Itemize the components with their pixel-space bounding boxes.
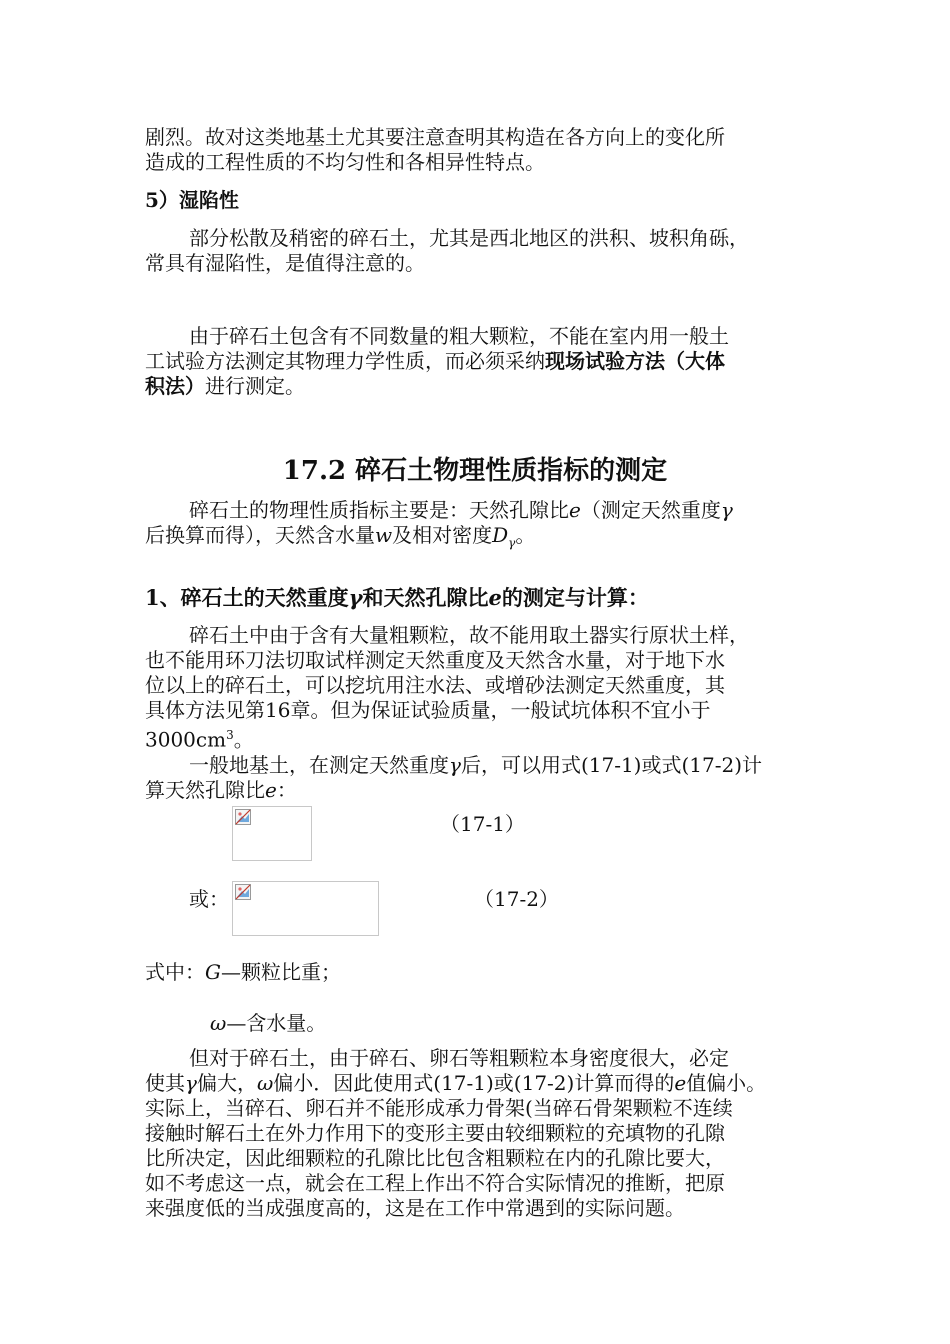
text-run: 偏大， xyxy=(196,1071,257,1095)
text-line xyxy=(145,498,810,523)
section-heading-collapsibility: 5）湿陷性 xyxy=(145,188,239,212)
text-line xyxy=(145,1071,810,1096)
text-line: 剧烈。故对这类地基土尤其要注意查明其构造在各方向上的变化所 xyxy=(145,125,725,149)
subscript-gamma: γ xyxy=(508,536,516,550)
intro-paragraph xyxy=(145,125,810,175)
text-run: 工试验方法测定其物理力学性质，而必须采纳 xyxy=(145,349,545,373)
field-method-paragraph xyxy=(145,324,810,399)
text-line: 具体方法见第16章。但为保证试验质量，一般试坑体积不宜小于 xyxy=(145,698,711,722)
symbol-G: G xyxy=(205,960,221,984)
text-line: 碎石土中由于含有大量粗颗粒，故不能用取土器实行原状土样， xyxy=(189,623,749,647)
text-run: —颗粒比重； xyxy=(220,960,341,984)
text-run: 后换算而得），天然含水量 xyxy=(145,523,375,547)
text-line: 部分松散及稍密的碎石土，尤其是西北地区的洪积、坡积角砾， xyxy=(189,226,749,250)
symbol-e: e xyxy=(265,777,277,802)
sampling-paragraph xyxy=(145,623,810,803)
equation-image-17-2 xyxy=(232,881,379,936)
text-run: 值偏小。 xyxy=(686,1071,767,1095)
text-line: 位以上的碎石土，可以挖坑用注水法、或增砂法测定天然重度，其 xyxy=(145,673,725,697)
text-line: 实际上，当碎石、卵石并不能形成承力骨架(当碎石骨架颗粒不连续 xyxy=(145,1096,733,1120)
text-line: 也不能用环刀法切取试样测定天然重度及天然含水量，对于地下水 xyxy=(145,648,725,672)
equation-number-17-1: （17-1） xyxy=(440,812,525,836)
symbol-gamma: γ xyxy=(449,752,461,777)
text-line: 造成的工程性质的不均匀性和各相异性特点。 xyxy=(145,150,545,174)
text-run: 3000cm xyxy=(145,727,227,752)
subsection-heading-1 xyxy=(145,585,649,611)
text-run: 偏小．因此使用式(17-1)或(17-2)计算而得的 xyxy=(273,1071,675,1095)
text-run: 和天然孔隙比 xyxy=(362,585,489,610)
text-run: 。 xyxy=(515,523,536,547)
text-run: 一般地基土，在测定天然重度 xyxy=(189,752,449,777)
text-run: 。 xyxy=(233,727,254,752)
text-run: —含水量。 xyxy=(226,1011,327,1035)
text-line xyxy=(145,349,810,374)
bold-text-run: 现场试验方法（大体 xyxy=(545,349,725,373)
text-line xyxy=(145,723,810,753)
collapsibility-paragraph xyxy=(145,226,810,276)
symbol-gamma: γ xyxy=(185,1071,197,1095)
broken-image-icon xyxy=(235,884,251,900)
symbol-omega: ω xyxy=(210,1011,227,1035)
indices-paragraph xyxy=(145,498,810,556)
superscript: 3 xyxy=(226,728,234,742)
symbol-e: e xyxy=(569,498,581,522)
text-run: 及相对密度 xyxy=(392,523,493,547)
equation-number-17-2: （17-2） xyxy=(474,887,559,911)
text-run: 后，可以用式(17-1)或式(17-2)计 xyxy=(460,752,763,777)
symbol-omega: ω xyxy=(256,1071,274,1095)
text-line: 接触时解石土在外力作用下的变形主要由较细颗粒的充填物的孔隙 xyxy=(145,1121,725,1145)
text-run: （测定天然重度 xyxy=(580,498,721,522)
text-line: 由于碎石土包含有不同数量的粗大颗粒，不能在室内用一般土 xyxy=(189,324,729,348)
definition-G xyxy=(145,960,810,985)
final-paragraph xyxy=(145,1046,810,1221)
definition-omega xyxy=(210,1011,810,1036)
text-line: 但对于碎石土，由于碎石、卵石等粗颗粒本身密度很大，必定 xyxy=(189,1046,729,1070)
equation-image-17-1 xyxy=(232,806,312,861)
text-run: 1、碎石土的天然重度 xyxy=(145,585,349,610)
text-line xyxy=(145,523,810,556)
text-run: 式中： xyxy=(145,960,205,984)
text-run: 进行测定。 xyxy=(205,374,305,398)
text-run: 的测定与计算： xyxy=(501,585,649,610)
text-line: 比所决定，因此细颗粒的孔隙比比包含粗颗粒在内的孔隙比要大， xyxy=(145,1146,725,1170)
text-line: 常具有湿陷性，是值得注意的。 xyxy=(145,251,425,275)
symbol-e: e xyxy=(674,1071,687,1095)
text-line xyxy=(145,374,810,399)
symbol-gamma: γ xyxy=(348,585,363,610)
text-run: 碎石土的物理性质指标主要是：天然孔隙比 xyxy=(189,498,569,522)
symbol-e: e xyxy=(488,585,502,610)
bold-text-run: 积法） xyxy=(145,374,205,398)
symbol-w: w xyxy=(375,523,393,547)
section-title-17-2: 17.2 碎石土物理性质指标的测定 xyxy=(282,456,668,486)
text-line: 来强度低的当成强度高的，这是在工作中常遇到的实际问题。 xyxy=(145,1196,685,1220)
symbol-D: D xyxy=(492,523,509,547)
equation-prefix-or: 或： xyxy=(189,887,229,911)
text-line xyxy=(145,753,810,778)
text-run: ： xyxy=(276,777,297,802)
text-line xyxy=(145,778,810,803)
broken-image-icon xyxy=(235,809,251,825)
text-line: 如不考虑这一点，就会在工程上作出不符合实际情况的推断，把原 xyxy=(145,1171,725,1195)
symbol-gamma: γ xyxy=(720,498,733,522)
text-run: 使其 xyxy=(145,1071,185,1095)
text-run: 算天然孔隙比 xyxy=(145,777,265,802)
